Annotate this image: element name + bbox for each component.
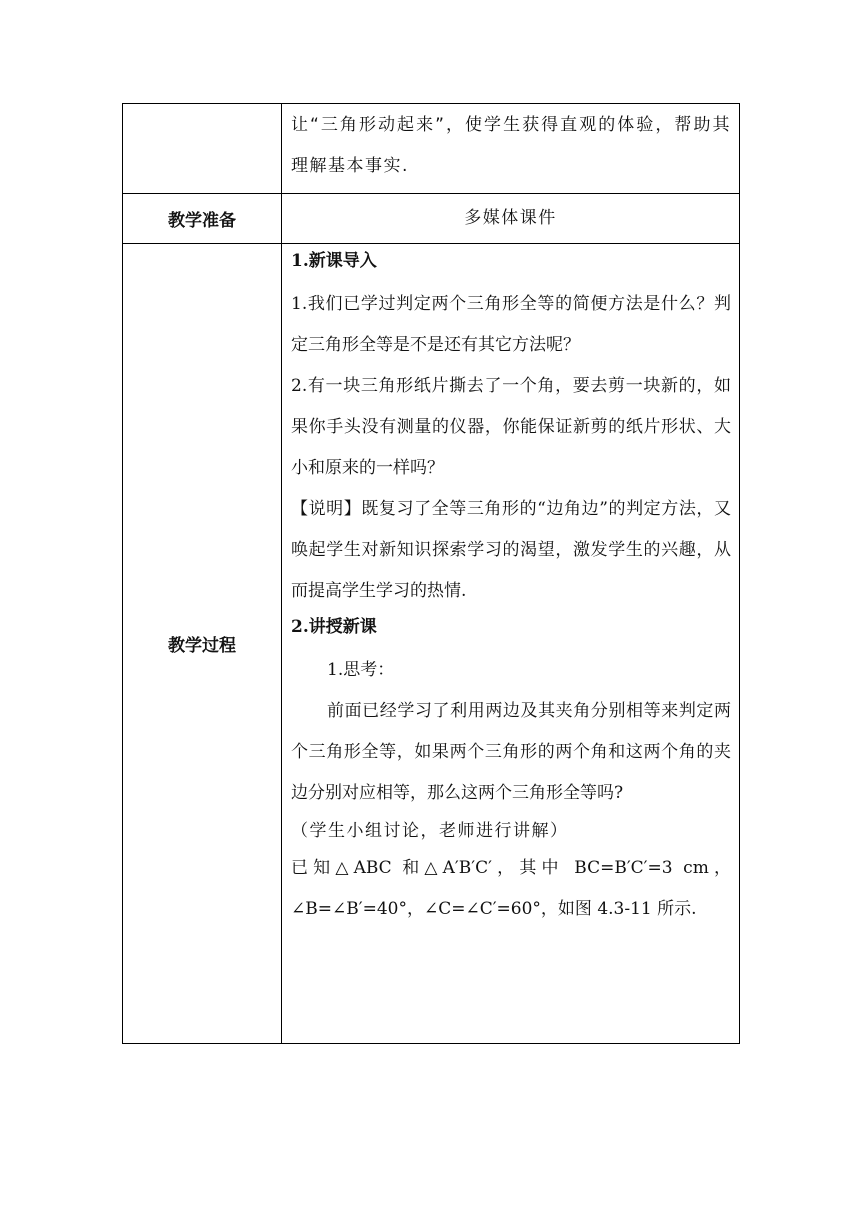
section1-title: 1.新课导入 — [291, 251, 377, 271]
prep-content: 多媒体课件 — [464, 208, 557, 228]
question-1: 1.我们已学过判定两个三角形全等的简便方法是什么？判定三角形全等是不是还有其它方法呢？ — [291, 294, 731, 355]
think-label: 1.思考： — [327, 660, 395, 680]
section2-title: 2.讲授新课 — [291, 617, 377, 637]
note-text: 【说明】既复习了全等三角形的“边角边”的判定方法，又唤起学生对新知识探索学习的渴望，激发学生的兴趣，从而提高学生学习的热情. — [291, 499, 731, 601]
discussion-text: （学生小组讨论，老师进行讲解） — [291, 821, 569, 841]
prep-cell — [282, 194, 740, 244]
think-text: 前面已经学习了利用两边及其夹角分别相等来判定两个三角形全等，如果两个三角形的两个角和这两个角的夹边分别对应相等，那么这两个三角形全等吗? — [291, 701, 731, 803]
given-text: 已知△ABC 和△A′B′C′，其中 BC=B′C′=3 cm，∠B=∠B′=40°，∠C=∠C′=60°，如图 4.3-11 所示. — [291, 858, 731, 919]
process-cell — [282, 244, 740, 1044]
question-2: 2.有一块三角形纸片撕去了一个角，要去剪一块新的，如果你手头没有测量的仪器，你能保证新剪的纸片形状、大小和原来的一样吗？ — [291, 376, 731, 478]
table-row-intro — [123, 104, 740, 194]
intro-cell — [282, 104, 740, 194]
label-cell-empty — [123, 104, 282, 194]
prep-label: 教学准备 — [123, 194, 282, 244]
lesson-plan-table — [122, 103, 740, 1044]
process-label: 教学过程 — [123, 244, 282, 1044]
table-row-process — [123, 244, 740, 1044]
intro-text: 让“三角形动起来”，使学生获得直观的体验，帮助其理解基本事实. — [291, 115, 731, 176]
table-row-prep — [123, 194, 740, 244]
